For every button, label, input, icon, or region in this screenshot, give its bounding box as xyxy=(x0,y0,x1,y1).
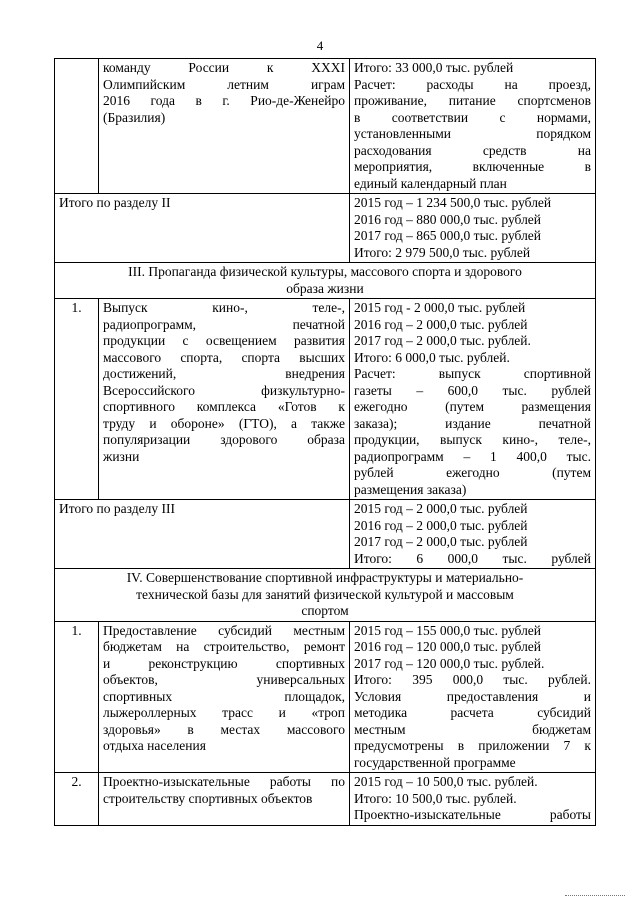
table-row xyxy=(55,621,596,773)
measure-description: Предоставление субсидий местным бюджетам на строительство, ремонт и реконструкцию спортивных объектов, универсальных спортивных площадок, лыжероллерных трасс и «троп здоровья» в местах массового отдыха населения xyxy=(99,621,350,773)
row-number: 2. xyxy=(55,773,99,826)
scan-artifact-line xyxy=(565,895,625,897)
section-heading: III. Пропаганда физической культуры, массового спорта и здорового образа жизни xyxy=(55,263,596,299)
measure-description: Проектно-изыскательные работы по строительству спортивных объектов xyxy=(99,773,350,826)
funding-amount: Итого: 33 000,0 тыс. рублей Расчет: расходы на проезд, проживание, питание спортсменов в соответствии с нормами, установленными порядком расходования средств на мероприятия, включенные в единый календарный план xyxy=(350,59,596,194)
table-row xyxy=(55,299,596,500)
section-heading-row xyxy=(55,263,596,299)
measure-description: команду России к XXXI Олимпийским летним играм 2016 года в г. Рио-де-Женейро (Бразилия) xyxy=(99,59,350,194)
row-number xyxy=(55,59,99,194)
row-number: 1. xyxy=(55,621,99,773)
section-total-label: Итого по разделу II xyxy=(55,194,350,263)
section-total-row xyxy=(55,500,596,569)
table-row xyxy=(55,773,596,826)
section-heading-row xyxy=(55,569,596,622)
section-total-label: Итого по разделу III xyxy=(55,500,350,569)
row-number: 1. xyxy=(55,299,99,500)
funding-amount: 2015 год – 10 500,0 тыс. рублей. Итого: 10 500,0 тыс. рублей. Проектно-изыскательные работы xyxy=(350,773,596,826)
section-total-row xyxy=(55,194,596,263)
table-row xyxy=(55,59,596,194)
section-total-amount: 2015 год – 2 000,0 тыс. рублей 2016 год – 2 000,0 тыс. рублей 2017 год – 2 000,0 тыс. рублей Итого: 6 000,0 тыс. рублей xyxy=(350,500,596,569)
funding-amount: 2015 год – 155 000,0 тыс. рублей 2016 год – 120 000,0 тыс. рублей 2017 год – 120 000,0 тыс. рублей. Итого: 395 000,0 тыс. рублей. Условия предоставления и методика расчета субсидий местным бюджетам предусмотрены в приложении 7 к государственной программе xyxy=(350,621,596,773)
funding-amount: 2015 год - 2 000,0 тыс. рублей 2016 год – 2 000,0 тыс. рублей 2017 год – 2 000,0 тыс. рублей. Итого: 6 000,0 тыс. рублей. Расчет: выпуск спортивной газеты – 600,0 тыс. рублей ежегодно (путем размещения заказа); издание печатной продукции, выпуск кино-, теле-, радиопрограмм – 1 400,0 тыс. рублей ежегодно (путем размещения заказа) xyxy=(350,299,596,500)
section-heading: IV. Совершенствование спортивной инфраструктуры и материально- технической базы для занятий физической культурой и массовым спортом xyxy=(55,569,596,622)
program-table xyxy=(54,58,596,826)
section-total-amount: 2015 год – 1 234 500,0 тыс. рублей 2016 год – 880 000,0 тыс. рублей 2017 год – 865 000,0 тыс. рублей Итого: 2 979 500,0 тыс. рублей xyxy=(350,194,596,263)
page-number: 4 xyxy=(316,38,324,53)
measure-description: Выпуск кино-, теле-, радиопрограмм, печатной продукции с освещением развития массового спорта, спорта высших достижений, внедрения Всероссийского физкультурно- спортивного комплекса «Готов к труду и обороне» (ГТО), а также популяризации здорового образа жизни xyxy=(99,299,350,500)
